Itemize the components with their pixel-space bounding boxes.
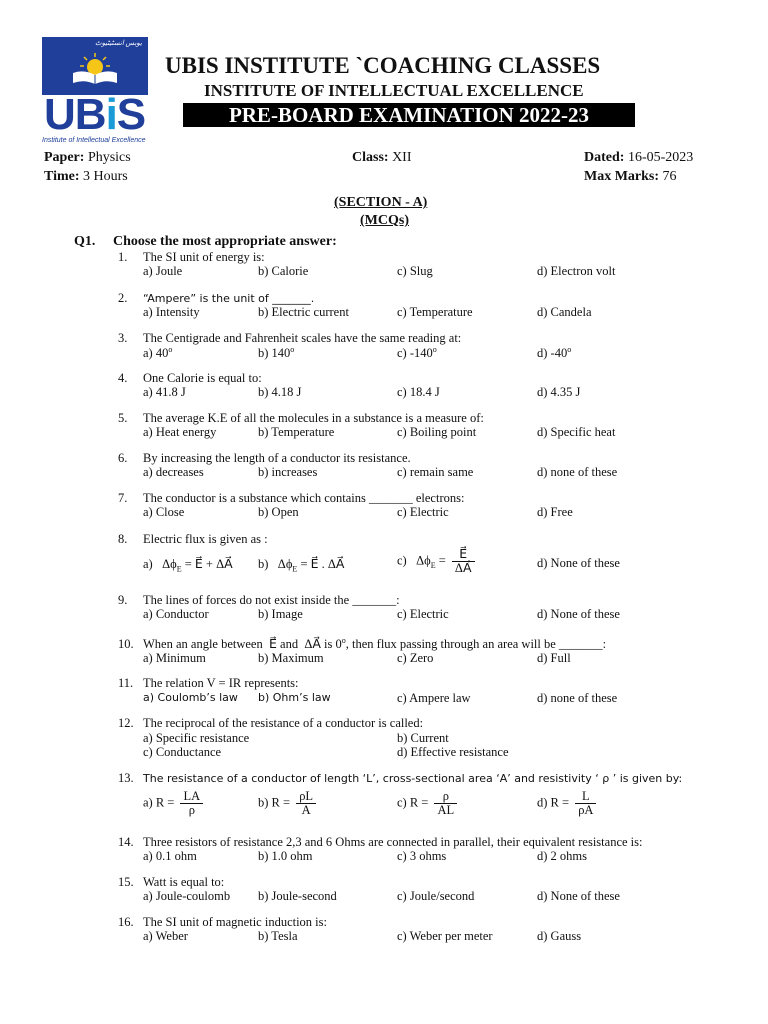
option-d: d) R = $\frac{L}{\rho A}$: [537, 790, 596, 817]
option-a: a) $\Delta\phi_E$ = E⃗ + ΔA⃗: [143, 557, 233, 574]
option-d: d) 4.35 J: [537, 385, 581, 399]
option-d: d) Candela: [537, 305, 592, 319]
option-c: c) Boiling point: [397, 425, 477, 439]
paper-info: Paper: Physics: [44, 150, 131, 165]
option-c: c) Electric: [397, 505, 449, 519]
question-2: 2. “Ampere” is the unit of _______.: [118, 291, 315, 305]
option-d: d) none of these: [537, 691, 618, 705]
class-info: Class: XII: [352, 150, 412, 165]
option-a: a) 0.1 ohm: [143, 849, 197, 863]
option-b: b) R = $\frac{\rho L}{A}$: [258, 790, 316, 817]
option-d: d) Gauss: [537, 929, 582, 943]
option-a: a) Joule-coulomb: [143, 889, 231, 903]
option-c: c) 18.4 J: [397, 385, 440, 399]
question-12: 12. The reciprocal of the resistance of a conductor is called:: [118, 716, 424, 730]
question-14: 14. Three resistors of resistance 2,3 and 6 Ohms are connected in parallel, their equivalent resistance is:: [118, 835, 643, 849]
option-b: b) Temperature: [258, 425, 335, 439]
question-5: 5. The average K.E of all the molecules in a substance is a measure of:: [118, 411, 484, 425]
option-d: d) None of these: [537, 607, 620, 621]
option-b: b) increases: [258, 465, 318, 479]
logo-banner: [42, 37, 148, 95]
option-c: c) Ampere law: [397, 691, 471, 705]
option-a: a) Coulomb’s law: [143, 691, 238, 704]
option-b: b) Open: [258, 505, 299, 519]
option-a: a) 41.8 J: [143, 385, 186, 399]
question-8: 8. Electric flux is given as :: [118, 532, 268, 546]
option-c: c) Zero: [397, 651, 434, 665]
question-11: 11. The relation V = IR represents:: [118, 676, 299, 690]
section-subtitle: (MCQs): [360, 213, 409, 228]
question-7: 7. The conductor is a substance which contains _______ electrons:: [118, 491, 465, 505]
option-b: b) 140$^o$: [258, 345, 295, 361]
option-c: c) -140$^o$: [397, 345, 437, 361]
option-d: d) Effective resistance: [397, 745, 509, 759]
option-b: b) Joule-second: [258, 889, 337, 903]
option-c: c) Conductance: [143, 745, 222, 759]
option-b: b) 1.0 ohm: [258, 849, 313, 863]
option-b: b) Maximum: [258, 651, 324, 665]
option-c: c) Joule/second: [397, 889, 475, 903]
option-d: d) Full: [537, 651, 571, 665]
option-b: b) Current: [397, 731, 449, 745]
option-b: b) 4.18 J: [258, 385, 302, 399]
marks-info: Max Marks: 76: [584, 169, 677, 184]
option-c: c) Weber per meter: [397, 929, 493, 943]
option-a: a) 40$^o$: [143, 345, 173, 361]
option-c: c) R = $\frac{\rho}{AL}$: [397, 790, 457, 817]
option-c: c) remain same: [397, 465, 474, 479]
option-d: d) Electron volt: [537, 264, 616, 278]
option-b: b) Electric current: [258, 305, 349, 319]
option-c: c) Electric: [397, 607, 449, 621]
option-b: b) Calorie: [258, 264, 309, 278]
option-d: d) 2 ohms: [537, 849, 587, 863]
question-9: 9. The lines of forces do not exist inside the _______:: [118, 593, 400, 607]
option-d: d) None of these: [537, 889, 620, 903]
option-a: a) Close: [143, 505, 185, 519]
question-1: 1. The SI unit of energy is:: [118, 250, 265, 264]
q1-instruction: Choose the most appropriate answer:: [113, 234, 337, 249]
option-a: a) R = $\frac{LA}{\rho}$: [143, 790, 203, 817]
logo-urdu-text: یوبس انسٹیٹیوٹ: [95, 39, 142, 47]
option-c: c) Slug: [397, 264, 433, 278]
option-d: d) Free: [537, 505, 573, 519]
question-16: 16. The SI unit of magnetic induction is:: [118, 915, 327, 929]
option-d: d) Specific heat: [537, 425, 616, 439]
option-b: b) Ohm’s law: [258, 691, 331, 704]
q1-number: Q1.: [74, 234, 96, 249]
logo-wordmark: UBiS: [44, 90, 146, 139]
institute-subtitle: INSTITUTE OF INTELLECTUAL EXCELLENCE: [204, 81, 584, 100]
option-a: a) Specific resistance: [143, 731, 250, 745]
question-3: 3. The Centigrade and Fahrenheit scales have the same reading at:: [118, 331, 462, 345]
option-c: c) $\Delta\phi_E$ = $\frac{E⃗}{\Delta A⃗}$: [397, 548, 475, 575]
option-a: a) Joule: [143, 264, 183, 278]
option-a: a) Heat energy: [143, 425, 217, 439]
ubis-logo: [42, 37, 148, 149]
option-c: c) Temperature: [397, 305, 473, 319]
option-b: b) $\Delta\phi_E$ = E⃗ . ΔA⃗: [258, 557, 345, 574]
date-info: Dated: 16-05-2023: [584, 150, 694, 165]
logo-tagline: Institute of Intellectual Excellence: [42, 137, 146, 144]
exam-banner: PRE-BOARD EXAMINATION 2022-23: [183, 103, 635, 127]
question-15: 15. Watt is equal to:: [118, 875, 225, 889]
option-b: b) Tesla: [258, 929, 298, 943]
option-d: d) None of these: [537, 556, 620, 570]
section-title: (SECTION - A): [334, 195, 428, 210]
question-4: 4. One Calorie is equal to:: [118, 371, 262, 385]
book-sun-icon: [70, 51, 120, 85]
option-a: a) Minimum: [143, 651, 206, 665]
question-10: 10. When an angle between E⃗ and ΔA⃗ is 0$^o$, then flux passing through an area will be _______:: [118, 636, 607, 652]
question-6: 6. By increasing the length of a conductor its resistance.: [118, 451, 411, 465]
option-a: a) decreases: [143, 465, 204, 479]
question-13: 13. The resistance of a conductor of length ‘L’, cross-sectional area ‘A’ and resistivity ‘ ρ ’ is given by:: [118, 771, 683, 785]
option-a: a) Conductor: [143, 607, 209, 621]
option-a: a) Weber: [143, 929, 188, 943]
option-d: d) none of these: [537, 465, 618, 479]
option-d: d) -40$^o$: [537, 345, 572, 361]
option-c: c) 3 ohms: [397, 849, 447, 863]
time-info: Time: 3 Hours: [44, 169, 128, 184]
option-b: b) Image: [258, 607, 303, 621]
option-a: a) Intensity: [143, 305, 200, 319]
institute-title: UBIS INSTITUTE `COACHING CLASSES: [165, 53, 601, 78]
